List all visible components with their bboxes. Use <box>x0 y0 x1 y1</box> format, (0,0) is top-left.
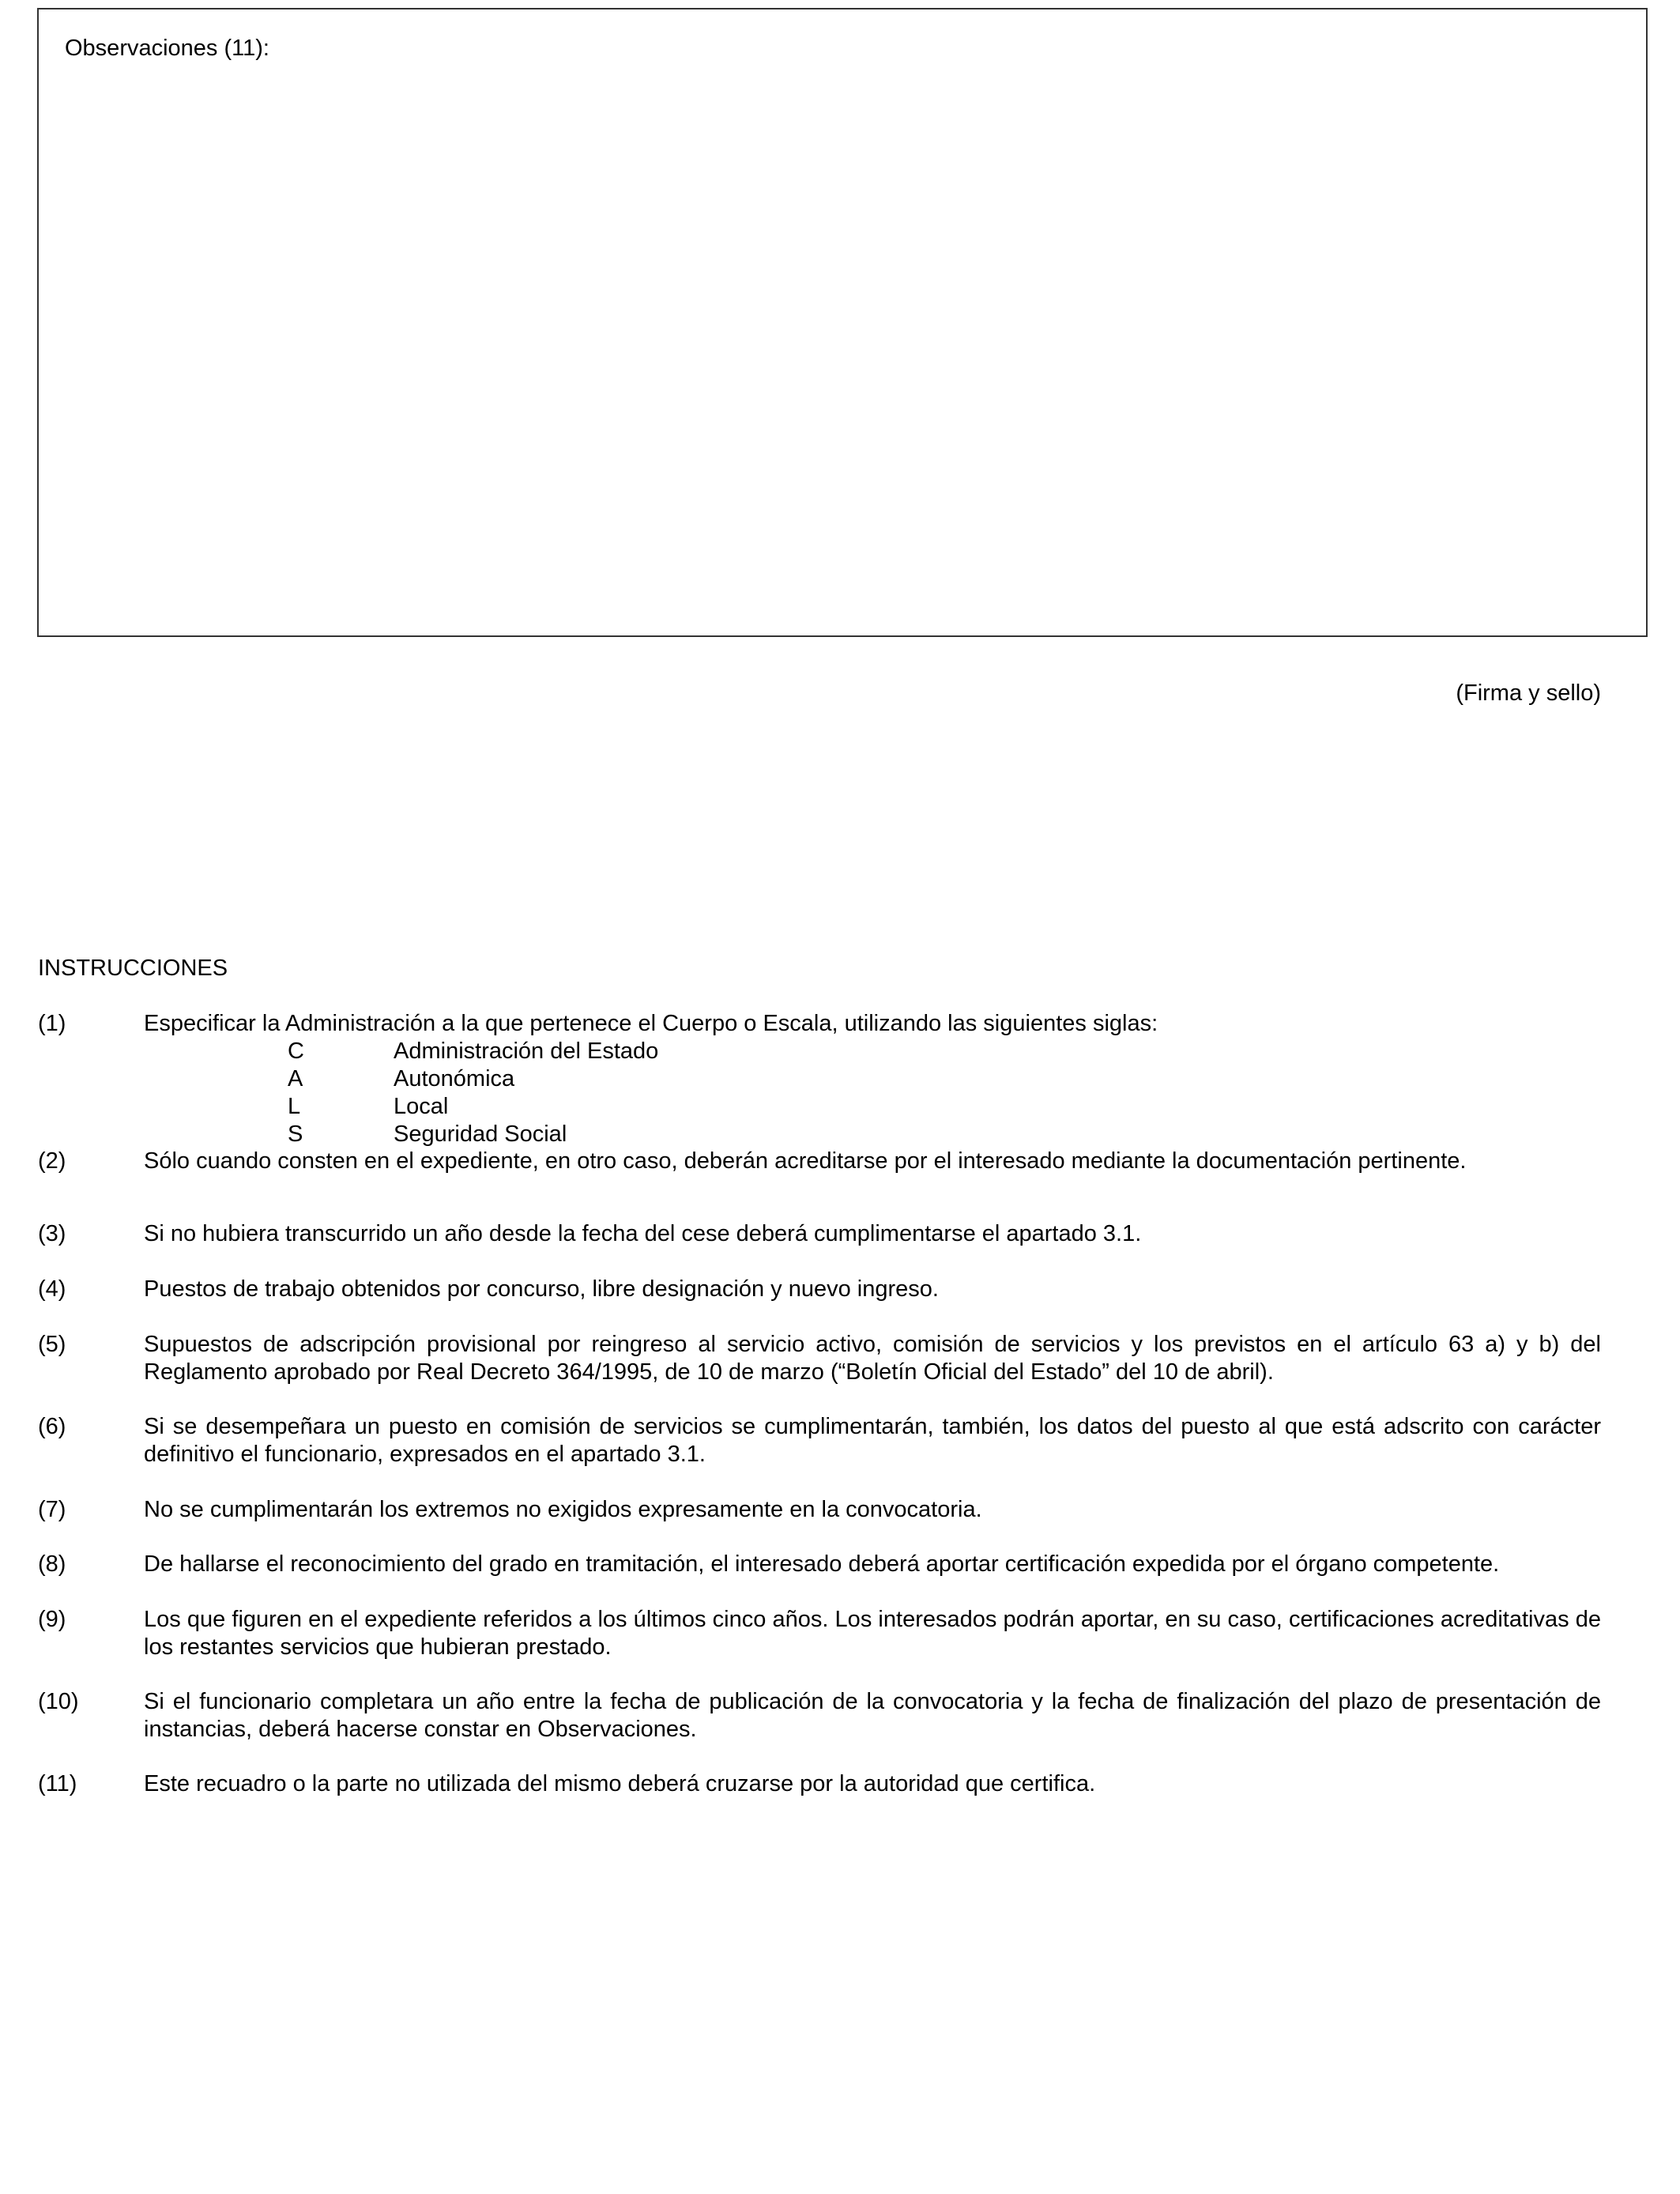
note-2 <box>38 1148 1601 1175</box>
sigla-description: Local <box>394 1094 449 1119</box>
note-number: (7) <box>38 1497 66 1522</box>
note-text: No se cumplimentarán los extremos no exigidos expresamente en la convocatoria. <box>144 1497 982 1522</box>
note-number: (2) <box>38 1148 66 1174</box>
note-text: Si el funcionario completara un año entre la fecha de publicación de la convocatoria y la fecha de finalización del plazo de presentación de instancias, deberá hacerse constar en Observaciones. <box>144 1689 1601 1742</box>
note-6 <box>38 1413 1601 1468</box>
sigla-code: C <box>288 1039 304 1064</box>
note-text: Si se desempeñara un puesto en comisión de servicios se cumplimentarán, también, los datos del puesto al que está adscrito con carácter definitivo el funcionario, expresados en el apartado 3.1. <box>144 1414 1601 1467</box>
note-number: (1) <box>38 1011 66 1036</box>
observations-label: Observaciones (11): <box>65 36 269 61</box>
signature-label: (Firma y sello) <box>1456 680 1601 706</box>
note-8 <box>38 1551 1601 1578</box>
note-text: Los que figuren en el expediente referidos a los últimos cinco años. Los interesados podrán aportar, en su caso, certificaciones acreditativas de los restantes servicios que hubieran prestado. <box>144 1607 1601 1660</box>
observations-box <box>37 8 1648 637</box>
note-number: (6) <box>38 1414 66 1439</box>
sigla-code: A <box>288 1066 303 1091</box>
sigla-description: Autonómica <box>394 1066 515 1091</box>
instructions-title: INSTRUCCIONES <box>38 956 228 981</box>
note-number: (10) <box>38 1689 79 1714</box>
note-number: (5) <box>38 1332 66 1357</box>
note-11 <box>38 1770 1601 1798</box>
sigla-code: L <box>288 1094 301 1119</box>
note-number: (4) <box>38 1276 66 1302</box>
note-text: De hallarse el reconocimiento del grado en tramitación, el interesado deberá aportar certificación expedida por el órgano competente. <box>144 1551 1500 1577</box>
note-7 <box>38 1496 1601 1524</box>
note-text: Este recuadro o la parte no utilizada del mismo deberá cruzarse por la autoridad que certifica. <box>144 1771 1096 1796</box>
note-5 <box>38 1331 1601 1386</box>
note-number: (11) <box>38 1771 77 1796</box>
note-text: Puestos de trabajo obtenidos por concurso, libre designación y nuevo ingreso. <box>144 1276 939 1302</box>
note-text: Especificar la Administración a la que pertenece el Cuerpo o Escala, utilizando las siguientes siglas: <box>144 1011 1158 1036</box>
note-number: (9) <box>38 1607 66 1632</box>
note-number: (8) <box>38 1551 66 1577</box>
note-3 <box>38 1220 1601 1248</box>
note-number: (3) <box>38 1221 66 1246</box>
note-10 <box>38 1688 1601 1744</box>
note-text: Supuestos de adscripción provisional por reingreso al servicio activo, comisión de servicios y los previstos en el artículo 63 a) y b) del Reglamento aprobado por Real Decreto 364/1995, de 10 de marzo (“Boletín Oficial del Estado” del 10 de abril). <box>144 1332 1601 1385</box>
sigla-description: Administración del Estado <box>394 1039 659 1064</box>
sigla-code: S <box>288 1122 303 1147</box>
note-1 <box>38 1010 1601 1038</box>
sigla-description: Seguridad Social <box>394 1122 567 1147</box>
note-9 <box>38 1606 1601 1661</box>
note-text: Sólo cuando consten en el expediente, en otro caso, deberán acreditarse por el interesado mediante la documentación pertinente. <box>144 1148 1467 1174</box>
note-4 <box>38 1276 1601 1303</box>
note-text: Si no hubiera transcurrido un año desde la fecha del cese deberá cumplimentarse el apartado 3.1. <box>144 1221 1142 1246</box>
